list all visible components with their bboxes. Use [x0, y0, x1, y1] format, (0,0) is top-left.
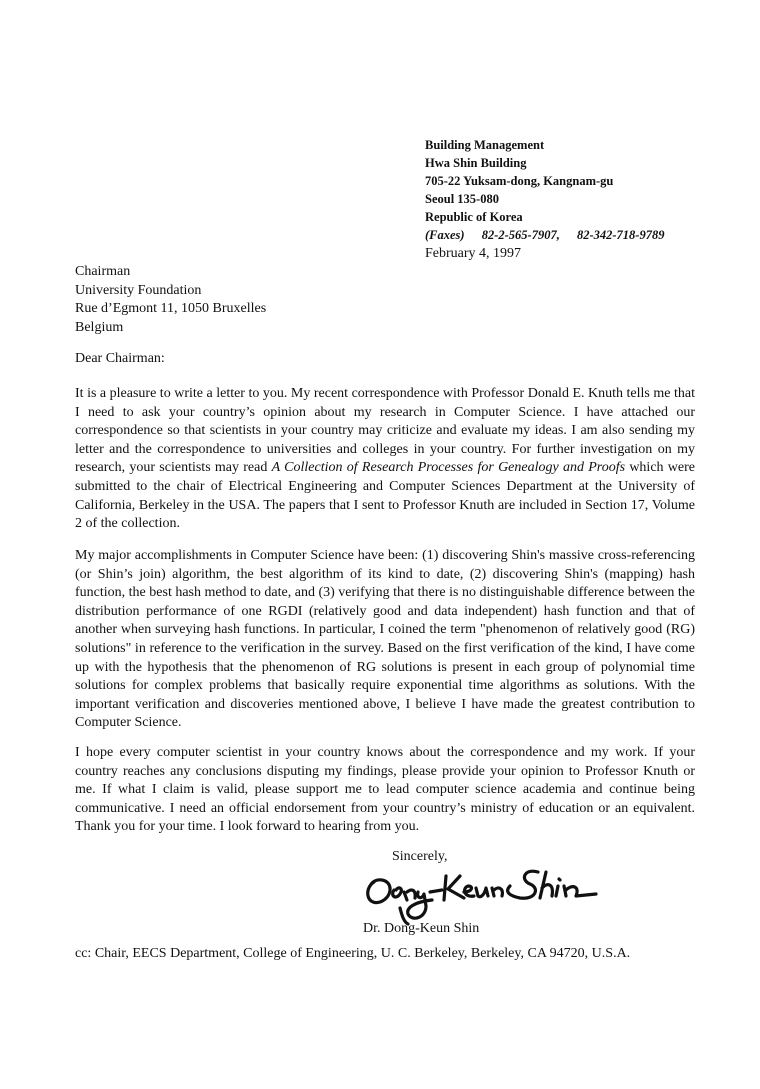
sender-fax-line	[425, 226, 664, 244]
body-paragraph-3: I hope every computer scientist in your country knows about the correspondence and my work. If your country reaches any conclusions disputing my findings, please provide your opinion to Professor Knuth or me. If what I claim is valid, please support me to lead computer science academia and continue being communicative. I need an official endorsement from your country’s ministry of education or an equivalent. Thank you for your time. I look forward to hearing from you.	[75, 745, 695, 835]
letter-date: February 4, 1997	[425, 246, 522, 261]
handwritten-signature	[360, 862, 605, 926]
fax-number: 82-342-718-9789	[576, 228, 665, 242]
sender-line: 705-22 Yuksam-dong, Kangnam-gu	[425, 174, 614, 188]
sender-line: Building Management	[425, 138, 545, 152]
recipient-line: Belgium	[75, 319, 124, 335]
cc-line: cc: Chair, EECS Department, College of Engineering, U. C. Berkeley, Berkeley, CA 94720, U.S.A.	[75, 946, 631, 961]
recipient-line: Chairman	[75, 264, 131, 279]
fax-label: (Faxes)	[425, 228, 465, 242]
body-paragraph-2: My major accomplishments in Computer Science have been: (1) discovering Shin's massive cross-referencing (or Shin’s join) algorithm, the best algorithm of its kind to date, (2) discovering Shin's (mapping) hash function, the best hash method to date, and (3) verifying that there is no distinguishable difference between the distribution performance of one RGDI (relatively good and data independent) hash function and that of another when surveying hash functions. In particular, I coined the term "phenomenon of relatively good (RG) solutions" in reference to the verification in the survey. Based on the first verification of the kind, I have come up with the hypothesis that the phenomenon of RG solutions is present in each group of polynomial time solutions for complex problems that basically require exponential time algorithms as solutions. With the important verification and discoveries mentioned above, I believe I have made the greatest contribution to Computer Science.	[75, 548, 695, 731]
sender-address-block	[425, 136, 664, 244]
recipient-line: University Foundation	[75, 282, 202, 298]
sender-line: Seoul 135-080	[425, 192, 499, 206]
closing: Sincerely,	[392, 849, 448, 864]
signer-name: Dr. Dong-Keun Shin	[363, 921, 480, 936]
paragraph-text: It is a pleasure to write a letter to you. My recent correspondence with Professor Donald E. Knuth tells me that I need to ask your country’s opinion about my research in Computer Science. I have attached our correspondence so that scientists in your country may criticize and evaluate my ideas. I am also sending my letter and the correspondence to universities and colleges in your country. For further investigation on my research, your scientists may read	[75, 386, 695, 476]
salutation: Dear Chairman:	[75, 351, 165, 366]
paragraph-text: which were submitted to the chair of Electrical Engineering and Computer Sciences Department at the University of California, Berkeley in the USA. The papers that I sent to Professor Knuth are included in Section 17, Volume 2 of the collection.	[75, 460, 695, 532]
fax-number: 82-2-565-7907,	[481, 228, 560, 242]
collection-title: A Collection of Research Processes for Genealogy and Proofs	[271, 460, 626, 476]
recipient-address-block	[75, 263, 266, 337]
body-paragraph-1	[75, 385, 695, 534]
recipient-line: Rue d’Egmont 11, 1050 Bruxelles	[75, 301, 267, 316]
sender-line: Republic of Korea	[425, 210, 523, 224]
sender-line: Hwa Shin Building	[425, 156, 527, 170]
